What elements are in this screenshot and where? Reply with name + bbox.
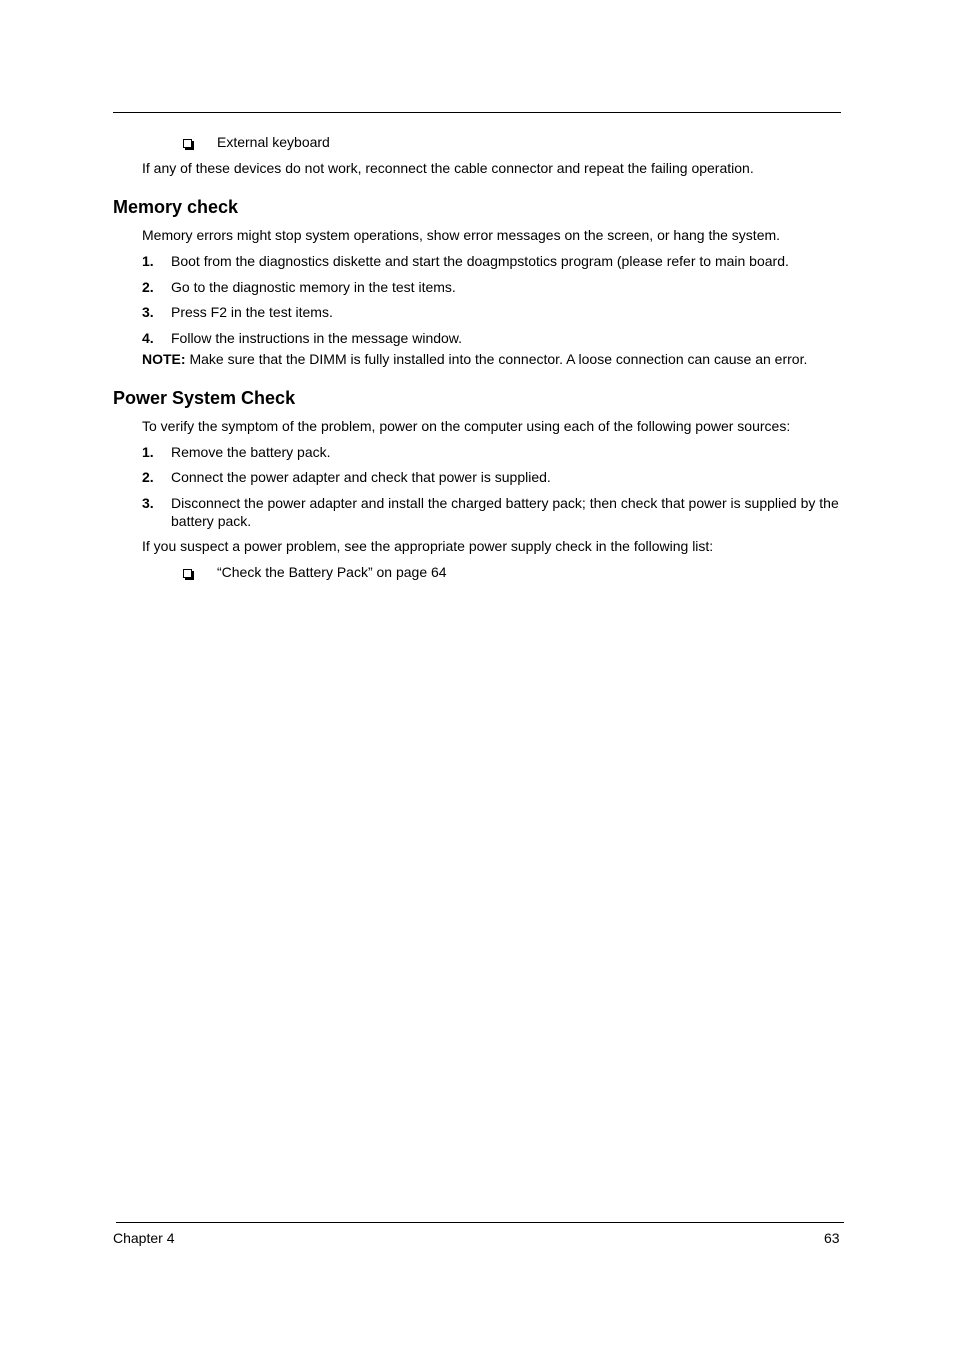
memory-check-heading: Memory check [113,197,239,217]
memory-step-text: Follow the instructions in the message window. [171,330,463,346]
battery-pack-link[interactable]: “Check the Battery Pack” on page 64 [217,564,447,580]
memory-step-text: Press F2 in the test items. [171,304,333,320]
power-step-text: Remove the battery pack. [171,444,331,460]
power-system-check-heading: Power System Check [113,388,296,408]
memory-step-number: 3. [142,304,154,320]
power-step-text: Disconnect the power adapter and install the charged battery pack; then check that power is supplied by the battery pack. [171,495,839,529]
power-step-text: Connect the power adapter and check that power is supplied. [171,469,551,485]
memory-step-text: Boot from the diagnostics diskette and start the doagmpstotics program (please refer to main board. [171,253,789,269]
memory-step-number: 2. [142,279,154,295]
checkbox-bullet-icon [183,139,192,148]
power-step-number: 2. [142,469,154,485]
footer-chapter: Chapter 4 [113,1230,175,1246]
header-rule [113,112,841,113]
memory-note [142,350,807,368]
power-step-number: 3. [142,495,154,511]
memory-intro: Memory errors might stop system operations, show error messages on the screen, or hang the system. [142,227,781,243]
note-label: NOTE: [142,351,186,367]
memory-step-text: Go to the diagnostic memory in the test items. [171,279,456,295]
intro-paragraph: If any of these devices do not work, reconnect the cable connector and repeat the failing operation. [142,160,754,176]
bullet-external-keyboard: External keyboard [217,134,330,150]
note-text: Make sure that the DIMM is fully installed into the connector. A loose connection can cause an error. [185,351,808,367]
memory-step-number: 1. [142,253,154,269]
footer-page-number: 63 [824,1230,840,1246]
memory-step-number: 4. [142,330,154,346]
power-intro: To verify the symptom of the problem, power on the computer using each of the following power sources: [142,418,791,434]
checkbox-bullet-icon [183,569,192,578]
power-follow-text: If you suspect a power problem, see the appropriate power supply check in the following list: [142,538,714,554]
footer-rule [116,1222,844,1223]
power-step-number: 1. [142,444,154,460]
